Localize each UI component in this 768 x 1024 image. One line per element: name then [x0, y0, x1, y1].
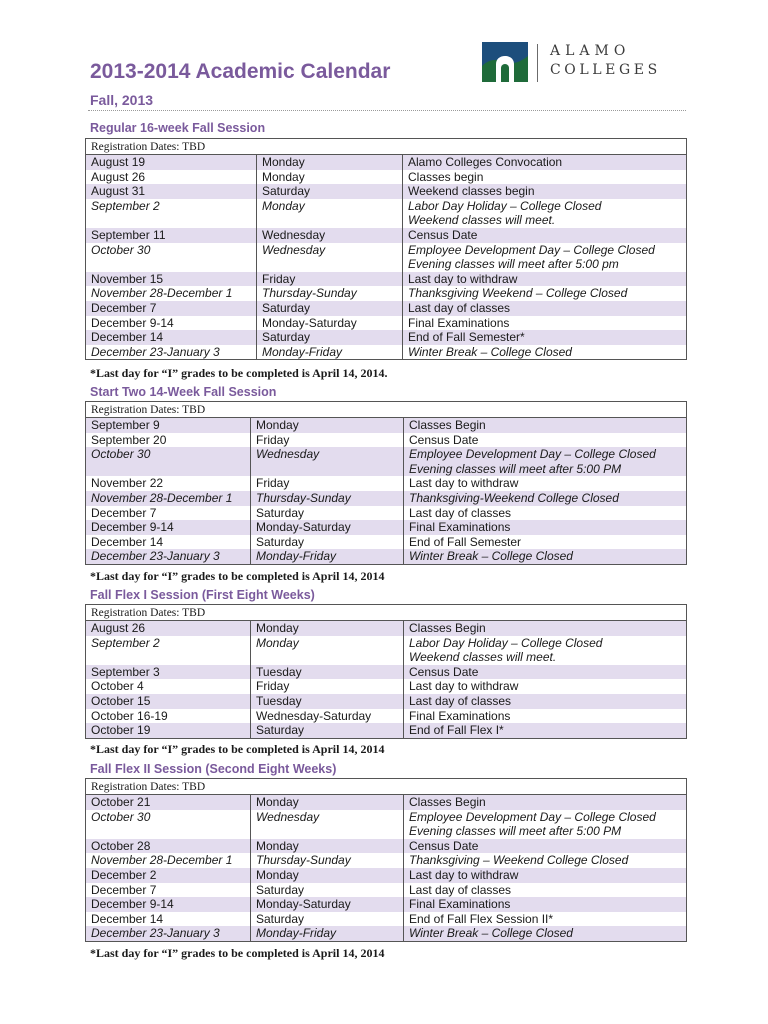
session-heading: Start Two 14-Week Fall Session — [90, 385, 277, 399]
session-table — [85, 138, 687, 360]
day-cell: Monday-Saturday — [251, 520, 404, 535]
session-table — [85, 401, 687, 565]
session-table — [85, 778, 687, 942]
table-row — [86, 795, 687, 810]
event-cell — [403, 272, 687, 287]
table-row — [86, 665, 687, 680]
day-cell: Tuesday — [251, 665, 404, 680]
date-cell: October 21 — [86, 795, 251, 810]
event-text: Thanksgiving-Weekend College Closed — [409, 490, 619, 505]
table-row — [86, 170, 687, 185]
day-cell: Thursday-Sunday — [257, 286, 403, 301]
page-title: 2013-2014 Academic Calendar — [90, 60, 391, 83]
event-text: Thanksgiving – Weekend College Closed — [409, 853, 629, 868]
event-text: Winter Break – College Closed — [409, 926, 573, 941]
event-cell — [403, 330, 687, 345]
event-text: Classes Begin — [409, 621, 486, 635]
date-cell: December 7 — [86, 506, 251, 521]
event-text: Last day to withdraw — [408, 271, 518, 286]
day-cell: Friday — [257, 272, 403, 287]
table-row — [86, 243, 687, 272]
day-cell: Monday — [251, 418, 404, 433]
day-cell: Wednesday — [251, 447, 404, 476]
registration-dates: Registration Dates: TBD — [86, 779, 687, 795]
day-cell: Friday — [251, 433, 404, 448]
event-cell — [404, 418, 687, 433]
event-cell — [404, 810, 687, 839]
table-row — [86, 286, 687, 301]
event-cell — [404, 447, 687, 476]
table-row — [86, 491, 687, 506]
day-cell: Wednesday-Saturday — [251, 709, 404, 724]
event-text: Labor Day Holiday – College Closed — [408, 198, 602, 213]
event-cell — [403, 301, 687, 316]
table-row — [86, 520, 687, 535]
day-cell: Monday-Friday — [251, 926, 404, 941]
date-cell: August 31 — [86, 184, 257, 199]
day-cell: Monday — [257, 155, 403, 170]
event-note: Evening classes will meet after 5:00 PM — [409, 824, 622, 839]
event-cell — [404, 926, 687, 941]
date-cell: August 26 — [86, 170, 257, 185]
event-text: Census Date — [409, 838, 479, 853]
day-cell: Monday — [257, 199, 403, 228]
event-text: End of Fall Flex Session II* — [409, 911, 554, 926]
event-text: Last day of classes — [409, 505, 512, 520]
event-note: Evening classes will meet after 5:00 PM — [409, 461, 622, 476]
day-cell: Monday-Saturday — [251, 897, 404, 912]
table-row — [86, 301, 687, 316]
event-text: End of Fall Semester* — [408, 330, 525, 345]
date-cell: October 30 — [86, 447, 251, 476]
table-row — [86, 926, 687, 941]
table-row — [86, 883, 687, 898]
session-heading: Fall Flex I Session (First Eight Weeks) — [90, 588, 315, 602]
table-row — [86, 199, 687, 228]
event-text: Last day to withdraw — [409, 867, 519, 882]
date-cell: September 2 — [86, 636, 251, 665]
date-cell: December 14 — [86, 912, 251, 927]
event-cell — [403, 184, 687, 199]
day-cell: Saturday — [251, 535, 404, 550]
date-cell: October 15 — [86, 694, 251, 709]
session-heading: Fall Flex II Session (Second Eight Weeks) — [90, 762, 337, 776]
day-cell: Monday — [257, 170, 403, 185]
day-cell: Monday — [251, 636, 404, 665]
table-row — [86, 330, 687, 345]
day-cell: Monday-Saturday — [257, 316, 403, 331]
day-cell: Saturday — [257, 301, 403, 316]
date-cell: October 16-19 — [86, 709, 251, 724]
event-cell — [404, 636, 687, 665]
event-cell — [403, 243, 687, 272]
date-cell: December 9-14 — [86, 316, 257, 331]
date-cell: September 9 — [86, 418, 251, 433]
day-cell: Saturday — [251, 912, 404, 927]
event-cell — [403, 316, 687, 331]
table-row — [86, 433, 687, 448]
table-row — [86, 912, 687, 927]
footnote: *Last day for “I” grades to be completed is April 14, 2014. — [90, 366, 388, 380]
table-row — [86, 868, 687, 883]
event-cell — [403, 228, 687, 243]
term-title: Fall, 2013 — [90, 92, 154, 108]
event-text: Labor Day Holiday – College Closed — [409, 635, 603, 650]
event-cell — [404, 665, 687, 680]
date-cell: October 30 — [86, 810, 251, 839]
table-row — [86, 723, 687, 738]
table-row — [86, 839, 687, 854]
event-text: Alamo Colleges Convocation — [408, 155, 563, 169]
table-row — [86, 621, 687, 636]
event-text: Final Examinations — [409, 897, 511, 912]
event-cell — [404, 433, 687, 448]
event-text: Last day of classes — [409, 882, 512, 897]
event-cell — [403, 199, 687, 228]
day-cell: Monday — [251, 621, 404, 636]
registration-dates: Registration Dates: TBD — [86, 139, 687, 155]
event-cell — [404, 476, 687, 491]
event-cell — [403, 170, 687, 185]
day-cell: Monday — [251, 839, 404, 854]
table-row — [86, 694, 687, 709]
event-text: Winter Break – College Closed — [409, 549, 573, 564]
table-row — [86, 476, 687, 491]
table-row — [86, 272, 687, 287]
event-cell — [404, 506, 687, 521]
event-text: Last day of classes — [408, 300, 511, 315]
mission-building-icon — [482, 40, 528, 82]
event-text: Census Date — [409, 664, 479, 679]
date-cell: December 14 — [86, 535, 251, 550]
date-cell: December 7 — [86, 883, 251, 898]
event-cell — [404, 491, 687, 506]
logo-divider — [537, 44, 538, 82]
event-cell — [404, 694, 687, 709]
date-cell: December 23-January 3 — [86, 345, 257, 360]
table-row — [86, 184, 687, 199]
event-cell — [403, 155, 687, 170]
event-text: Final Examinations — [409, 708, 511, 723]
table-row — [86, 418, 687, 433]
event-cell — [404, 853, 687, 868]
event-text: Final Examinations — [409, 520, 511, 535]
date-cell: December 14 — [86, 330, 257, 345]
day-cell: Saturday — [251, 723, 404, 738]
event-text: Census Date — [409, 432, 479, 447]
table-row — [86, 810, 687, 839]
event-cell — [404, 912, 687, 927]
event-cell — [403, 286, 687, 301]
date-cell: October 30 — [86, 243, 257, 272]
date-cell: November 22 — [86, 476, 251, 491]
table-row — [86, 447, 687, 476]
event-cell — [404, 723, 687, 738]
day-cell: Saturday — [251, 883, 404, 898]
table-row — [86, 636, 687, 665]
event-note: Evening classes will meet after 5:00 pm — [408, 257, 619, 272]
date-cell: September 11 — [86, 228, 257, 243]
session-table — [85, 604, 687, 739]
footnote: *Last day for “I” grades to be completed is April 14, 2014 — [90, 742, 385, 756]
event-text: Final Examinations — [408, 315, 510, 330]
day-cell: Tuesday — [251, 694, 404, 709]
event-cell — [404, 795, 687, 810]
day-cell: Monday — [251, 795, 404, 810]
day-cell: Thursday-Sunday — [251, 491, 404, 506]
date-cell: November 28-December 1 — [86, 853, 251, 868]
date-cell: November 28-December 1 — [86, 491, 251, 506]
event-note: Weekend classes will meet. — [409, 650, 557, 665]
table-row — [86, 709, 687, 724]
table-row — [86, 155, 687, 170]
day-cell: Wednesday — [257, 228, 403, 243]
date-cell: December 9-14 — [86, 520, 251, 535]
event-cell — [404, 535, 687, 550]
session-heading: Regular 16-week Fall Session — [90, 121, 266, 135]
table-row — [86, 535, 687, 550]
table-row — [86, 345, 687, 360]
table-row — [86, 549, 687, 564]
event-text: Classes begin — [408, 169, 484, 184]
date-cell: September 20 — [86, 433, 251, 448]
date-cell: September 3 — [86, 665, 251, 680]
table-row — [86, 853, 687, 868]
event-text: Employee Development Day – College Closed — [409, 447, 656, 462]
day-cell: Saturday — [257, 330, 403, 345]
event-text: End of Fall Flex I* — [409, 723, 504, 738]
event-text: Weekend classes begin — [408, 184, 535, 199]
day-cell: Wednesday — [257, 243, 403, 272]
day-cell: Saturday — [257, 184, 403, 199]
date-cell: October 28 — [86, 839, 251, 854]
event-text: Classes Begin — [409, 418, 486, 432]
date-cell: August 26 — [86, 621, 251, 636]
date-cell: August 19 — [86, 155, 257, 170]
event-text: Census Date — [408, 227, 478, 242]
event-cell — [404, 883, 687, 898]
day-cell: Friday — [251, 679, 404, 694]
event-cell — [404, 679, 687, 694]
table-row — [86, 897, 687, 912]
event-cell — [404, 520, 687, 535]
day-cell: Monday — [251, 868, 404, 883]
table-row — [86, 228, 687, 243]
event-cell — [403, 345, 687, 360]
date-cell: December 7 — [86, 301, 257, 316]
event-cell — [404, 868, 687, 883]
date-cell: December 9-14 — [86, 897, 251, 912]
date-cell: November 28-December 1 — [86, 286, 257, 301]
date-cell: November 15 — [86, 272, 257, 287]
day-cell: Friday — [251, 476, 404, 491]
footnote: *Last day for “I” grades to be completed is April 14, 2014 — [90, 569, 385, 583]
event-cell — [404, 839, 687, 854]
day-cell: Monday-Friday — [257, 345, 403, 360]
event-text: Winter Break – College Closed — [408, 344, 572, 359]
table-row — [86, 506, 687, 521]
event-text: Last day to withdraw — [409, 679, 519, 694]
day-cell: Saturday — [251, 506, 404, 521]
event-note: Weekend classes will meet. — [408, 213, 556, 228]
date-cell: December 2 — [86, 868, 251, 883]
registration-dates: Registration Dates: TBD — [86, 605, 687, 621]
event-text: Employee Development Day – College Closed — [409, 809, 656, 824]
registration-dates: Registration Dates: TBD — [86, 402, 687, 418]
date-cell: October 19 — [86, 723, 251, 738]
logo-text-alamo: ALAMO — [550, 43, 631, 59]
event-cell — [404, 897, 687, 912]
day-cell: Wednesday — [251, 810, 404, 839]
event-text: Employee Development Day – College Closed — [408, 242, 655, 257]
day-cell: Thursday-Sunday — [251, 853, 404, 868]
footnote: *Last day for “I” grades to be completed is April 14, 2014 — [90, 946, 385, 960]
event-text: Last day of classes — [409, 693, 512, 708]
date-cell: September 2 — [86, 199, 257, 228]
dotted-divider — [88, 110, 686, 111]
event-cell — [404, 621, 687, 636]
date-cell: December 23-January 3 — [86, 549, 251, 564]
table-row — [86, 679, 687, 694]
event-text: Thanksgiving Weekend – College Closed — [408, 286, 628, 301]
table-row — [86, 316, 687, 331]
event-cell — [404, 709, 687, 724]
event-cell — [404, 549, 687, 564]
event-text: Last day to withdraw — [409, 476, 519, 491]
event-text: End of Fall Semester — [409, 534, 522, 549]
date-cell: October 4 — [86, 679, 251, 694]
date-cell: December 23-January 3 — [86, 926, 251, 941]
event-text: Classes Begin — [409, 795, 486, 809]
day-cell: Monday-Friday — [251, 549, 404, 564]
logo-text-colleges: COLLEGES — [550, 62, 661, 78]
